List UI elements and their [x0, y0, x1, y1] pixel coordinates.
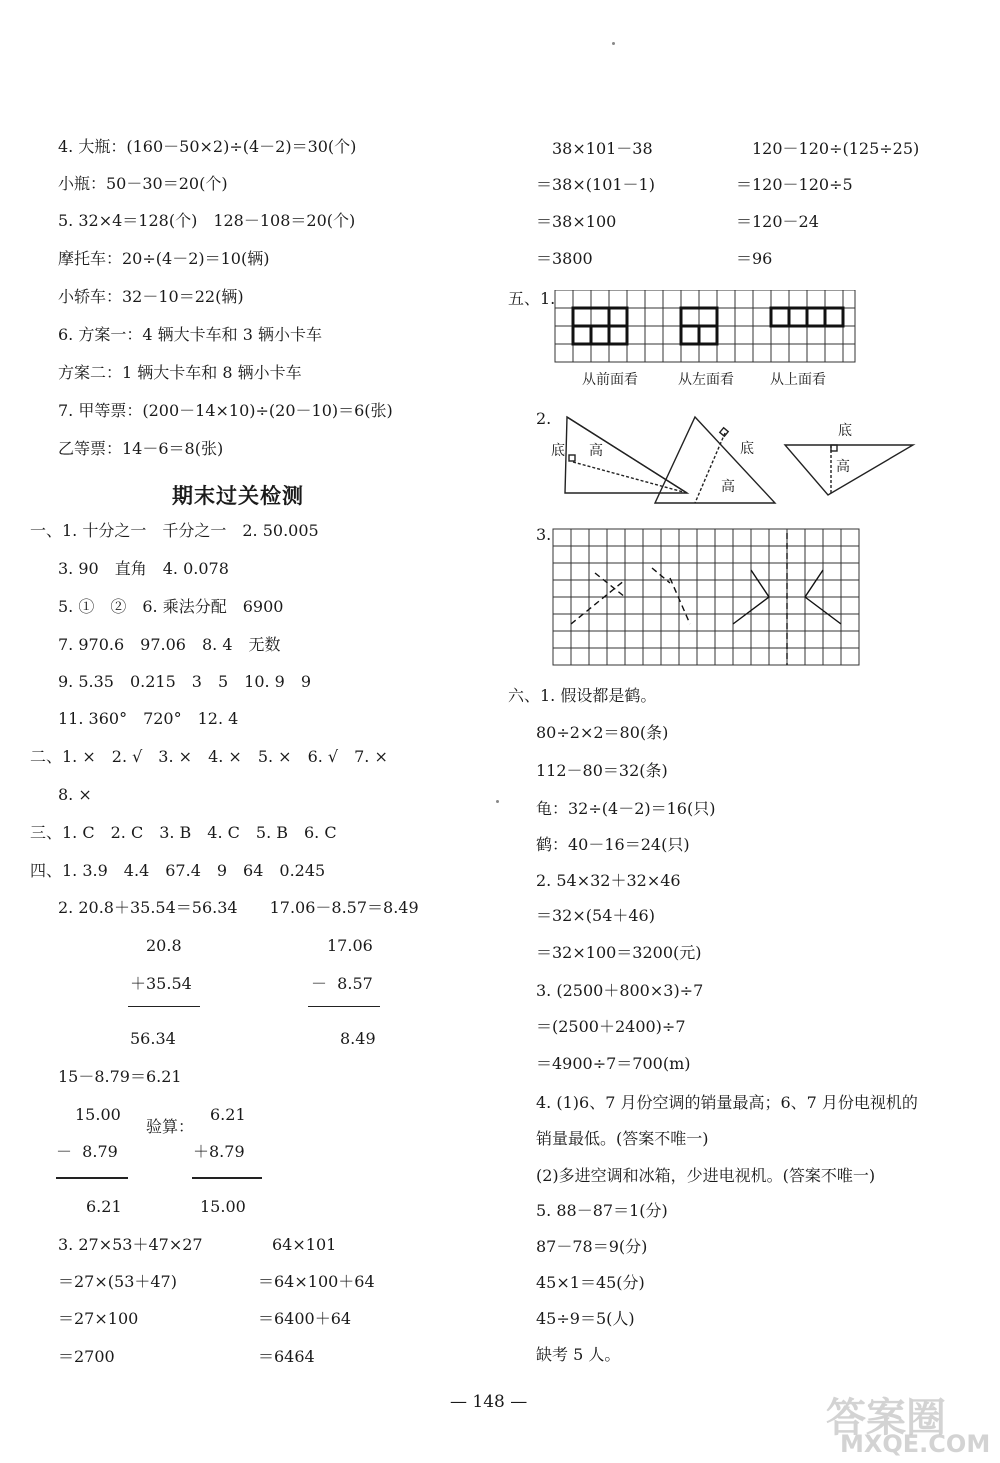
answer-line: (2)多进空调和冰箱，少进电视机。(答案不唯一) [536, 1166, 876, 1185]
answer-line: ＝(2500＋2400)÷7 [536, 1017, 686, 1036]
answer-line: 15－8.79＝6.21 [58, 1067, 182, 1086]
height-label: 高 [836, 459, 850, 475]
base-label: 底 [838, 423, 852, 439]
answer-line: 四、1. 3.9 4.4 67.4 9 64 0.245 [30, 861, 326, 880]
answer-line: 38×101－38 [552, 139, 653, 158]
answer-line: 45÷9＝5(人) [536, 1309, 635, 1328]
vertical-subtrahend: － 8.57 [311, 974, 373, 993]
answer-line: 3. 90 直角 4. 0.078 [58, 559, 229, 578]
answer-line: 一、1. 十分之一 千分之一 2. 50.005 [30, 521, 319, 540]
answer-line: ＝96 [736, 249, 773, 268]
vertical-addend: ＋35.54 [130, 974, 192, 993]
vertical-minuend: 17.06 [327, 936, 373, 955]
answer-line: 销量最低。(答案不唯一) [536, 1129, 709, 1148]
watermark-url: MXQE.COM [840, 1430, 991, 1458]
answer-line: 小瓶：50－30＝20(个) [58, 174, 228, 193]
answer-line: 6. 方案一：4 辆大卡车和 3 辆小卡车 [58, 325, 322, 344]
vertical-addend: 6.21 [210, 1105, 246, 1124]
answer-line: 2. 20.8＋35.54＝56.34 17.06－8.57＝8.49 [58, 898, 419, 917]
answer-line: 3. 27×53＋47×27 [58, 1235, 203, 1254]
answer-line: 5. 88－87＝1(分) [536, 1201, 668, 1220]
vertical-sum: 15.00 [200, 1197, 246, 1216]
view-label: 从左面看 [678, 372, 734, 388]
answer-line: 六、1. 假设都是鹤。 [508, 686, 657, 705]
answer-line: 摩托车：20÷(4－2)＝10(辆) [58, 249, 270, 268]
answer-line: 64×101 [272, 1235, 337, 1254]
answer-line: ＝38×(101－1) [536, 175, 655, 194]
answer-line: ＝6400＋64 [258, 1309, 352, 1328]
answer-line: 二、1. × 2. √ 3. × 4. × 5. × 6. √ 7. × [30, 747, 388, 766]
answer-line: 11. 360° 720° 12. 4 [58, 709, 239, 728]
answer-line: 9. 5.35 0.215 3 5 10. 9 9 [58, 672, 312, 691]
answer-line: 龟：32÷(4－2)＝16(只) [536, 799, 716, 818]
view-label: 从前面看 [582, 372, 638, 388]
calc-rule [128, 1006, 200, 1007]
question-label: 五、1. [508, 289, 556, 308]
answer-line: 4. (1)6、7 月份空调的销量最高；6、7 月份电视机的 [536, 1093, 918, 1112]
answer-line: ＝32×(54＋46) [536, 906, 655, 925]
page-number: — 148 — [450, 1392, 528, 1412]
base-label: 底 [740, 441, 754, 457]
answer-line: ＝120－120÷5 [736, 175, 853, 194]
answer-line: ＝6464 [258, 1347, 315, 1366]
answer-line: ＝2700 [58, 1347, 115, 1366]
vertical-minuend: 15.00 [75, 1105, 121, 1124]
answer-line: 80÷2×2＝80(条) [536, 723, 669, 742]
answer-line: 112－80＝32(条) [536, 761, 668, 780]
answer-line: 4. 大瓶：(160－50×2)÷(4－2)＝30(个) [58, 137, 357, 156]
calc-rule [192, 1177, 262, 1179]
answer-line: 87－78＝9(分) [536, 1237, 648, 1256]
vertical-addend: ＋8.79 [193, 1142, 245, 1161]
question-label: 2. [536, 409, 552, 428]
height-label: 高 [721, 479, 735, 495]
height-label: 高 [589, 443, 603, 459]
base-label: 底 [551, 443, 565, 459]
calc-rule [308, 1006, 380, 1007]
answer-line: ＝27×100 [58, 1309, 139, 1328]
answer-line: ＝27×(53＋47) [58, 1272, 177, 1291]
question-label: 3. [536, 525, 552, 544]
vertical-subtrahend: － 8.79 [56, 1142, 118, 1161]
answer-line: ＝4900÷7＝700(m) [536, 1054, 691, 1073]
answer-line: 5. ① ② 6. 乘法分配 6900 [58, 597, 284, 616]
calc-rule [56, 1177, 128, 1179]
scan-speck [496, 800, 499, 803]
view-label: 从上面看 [770, 372, 826, 388]
answer-line: 120－120÷(125÷25) [752, 139, 920, 158]
answer-line: 方案二：1 辆大卡车和 8 辆小卡车 [58, 363, 302, 382]
three-views-grid [550, 290, 862, 392]
answer-line: 7. 970.6 97.06 8. 4 无数 [58, 635, 281, 654]
answer-line: 小轿车：32－10＝22(辆) [58, 287, 244, 306]
answer-line: ＝38×100 [536, 212, 617, 231]
answer-line: 7. 甲等票：(200－14×10)÷(20－10)＝6(张) [58, 401, 393, 420]
triangles-heights [545, 415, 920, 510]
answer-line: 3. (2500＋800×3)÷7 [536, 981, 704, 1000]
answer-line: ＝3800 [536, 249, 593, 268]
answer-line: 缺考 5 人。 [536, 1345, 621, 1364]
vertical-difference: 8.49 [340, 1029, 376, 1048]
answer-line: 45×1＝45(分) [536, 1273, 645, 1292]
watermark-logo: 答案圈 [826, 1395, 946, 1441]
symmetry-grid [550, 528, 865, 668]
scan-speck [612, 42, 615, 45]
check-label: 验算： [146, 1117, 195, 1136]
vertical-difference: 6.21 [86, 1197, 122, 1216]
answer-line: ＝64×100＋64 [258, 1272, 375, 1291]
answer-line: ＝32×100＝3200(元) [536, 943, 702, 962]
answer-line: 乙等票：14－6＝8(张) [58, 439, 224, 458]
section-title: 期末过关检测 [172, 483, 304, 508]
answer-line: 2. 54×32＋32×46 [536, 871, 681, 890]
answer-line: 鹤：40－16＝24(只) [536, 835, 690, 854]
vertical-addend: 20.8 [146, 936, 182, 955]
answer-line: 三、1. C 2. C 3. B 4. C 5. B 6. C [30, 823, 337, 842]
answer-line: 8. × [58, 785, 92, 804]
vertical-sum: 56.34 [130, 1029, 176, 1048]
answer-line: ＝120－24 [736, 212, 819, 231]
answer-line: 5. 32×4＝128(个) 128－108＝20(个) [58, 211, 356, 230]
